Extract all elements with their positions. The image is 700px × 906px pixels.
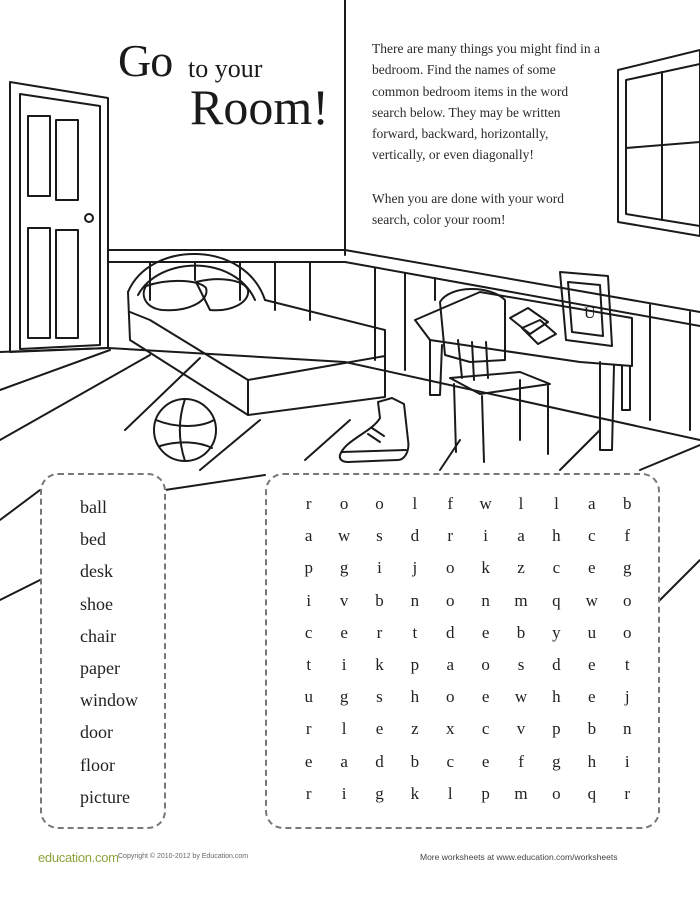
footer-more-worksheets: More worksheets at www.education.com/worksheets [420, 852, 618, 862]
title-go: Go [118, 35, 173, 86]
grid-cell[interactable]: v [516, 719, 526, 739]
grid-cell[interactable]: o [446, 590, 455, 610]
grid-row [291, 713, 645, 745]
grid-cell[interactable]: q [552, 590, 561, 610]
grid-cell[interactable]: d [446, 622, 455, 642]
grid-cell[interactable]: o [552, 783, 561, 803]
grid-cell[interactable]: l [518, 494, 524, 513]
grid-cell[interactable]: g [552, 751, 561, 771]
grid-cell[interactable]: c [304, 622, 313, 642]
grid-row [291, 649, 645, 681]
grid-row [291, 552, 645, 584]
grid-cell[interactable]: n [410, 590, 420, 610]
grid-cell[interactable]: r [305, 494, 312, 513]
basketball [154, 399, 216, 461]
grid-cell[interactable]: a [446, 654, 455, 674]
grid-cell[interactable]: s [376, 687, 383, 707]
grid-cell[interactable]: z [517, 558, 525, 578]
grid-cell[interactable]: m [514, 590, 528, 610]
grid-cell[interactable]: g [339, 687, 349, 707]
grid-cell[interactable]: e [375, 719, 384, 739]
grid-cell[interactable]: r [305, 783, 312, 803]
grid-cell[interactable]: e [588, 654, 596, 674]
grid-cell[interactable]: o [339, 494, 349, 513]
grid-cell[interactable]: y [552, 622, 561, 642]
desk-papers [510, 308, 556, 344]
grid-cell[interactable]: i [624, 751, 630, 771]
grid-cell[interactable]: p [552, 719, 561, 739]
grid-cell[interactable]: l [554, 494, 559, 513]
grid-cell[interactable]: g [622, 558, 632, 578]
door [10, 82, 108, 352]
grid-cell[interactable]: o [481, 654, 490, 674]
grid-cell[interactable]: m [514, 783, 528, 803]
grid-cell[interactable]: c [481, 719, 490, 739]
word-door: door [80, 722, 113, 743]
word-list [80, 491, 138, 813]
grid-cell[interactable]: u [587, 622, 597, 642]
grid-cell[interactable]: r [305, 719, 312, 739]
grid-cell[interactable]: h [552, 526, 561, 546]
grid-cell[interactable]: p [410, 654, 420, 674]
grid-cell[interactable]: s [517, 654, 525, 674]
grid-cell[interactable]: f [447, 494, 454, 513]
word-bed: bed [80, 529, 106, 550]
grid-cell[interactable]: e [304, 751, 313, 771]
grid-cell[interactable]: h [552, 687, 561, 707]
grid-cell[interactable]: e [588, 687, 596, 707]
grid-cell[interactable]: g [339, 558, 349, 578]
grid-cell[interactable]: o [622, 622, 632, 642]
grid-cell[interactable]: i [341, 654, 347, 674]
grid-cell[interactable]: p [304, 558, 313, 578]
grid-cell[interactable]: h [587, 751, 597, 771]
grid-cell[interactable]: v [339, 590, 349, 610]
grid-cell[interactable]: l [447, 783, 453, 803]
grid-cell[interactable]: w [514, 687, 528, 707]
grid-cell[interactable]: e [481, 751, 490, 771]
grid-cell[interactable]: l [412, 494, 418, 513]
grid-cell[interactable]: b [410, 751, 420, 771]
grid-cell[interactable]: r [376, 622, 383, 642]
window [618, 50, 700, 236]
grid-cell[interactable]: x [446, 719, 455, 739]
grid-cell[interactable]: b [375, 590, 384, 610]
word-search-box [265, 473, 660, 829]
grid-cell[interactable]: b [587, 719, 597, 739]
grid-cell[interactable]: k [410, 783, 420, 803]
grid-cell[interactable]: d [375, 751, 384, 771]
grid-cell[interactable]: q [587, 783, 597, 803]
footer-copyright: Copyright © 2010-2012 by Education.com [118, 853, 249, 860]
grid-cell[interactable]: h [410, 687, 420, 707]
desk [415, 292, 632, 450]
grid-cell[interactable]: w [585, 590, 598, 610]
grid-cell[interactable]: d [410, 526, 420, 546]
grid-row [291, 520, 645, 552]
grid-cell[interactable]: j [412, 558, 418, 578]
grid-cell[interactable]: w [337, 526, 351, 546]
instructions-paragraph-2: When you are done with your word search, color your room! [372, 190, 564, 228]
word-picture: picture [80, 786, 130, 807]
grid-cell[interactable]: g [375, 783, 384, 803]
grid-cell[interactable]: n [622, 719, 632, 739]
grid-cell[interactable]: k [481, 558, 490, 578]
grid-cell[interactable]: a [588, 494, 596, 513]
education-logo: education.com [38, 850, 119, 865]
grid-cell[interactable]: c [446, 751, 455, 771]
word-ball: ball [80, 497, 107, 517]
grid-cell[interactable]: a [517, 526, 525, 546]
grid-cell[interactable]: l [341, 719, 347, 739]
grid-cell[interactable]: k [375, 654, 384, 674]
grid-cell[interactable]: r [624, 783, 631, 803]
grid-cell[interactable]: t [624, 654, 630, 674]
grid-cell[interactable]: w [479, 494, 492, 513]
grid-cell[interactable]: d [552, 654, 561, 674]
word-window: window [80, 690, 138, 711]
grid-cell[interactable]: j [624, 687, 630, 707]
grid-cell[interactable]: t [412, 622, 418, 642]
grid-cell[interactable]: e [481, 687, 490, 707]
instructions [372, 38, 602, 230]
grid-cell[interactable]: e [481, 622, 490, 642]
title-to-your: to your [188, 54, 263, 83]
grid-cell[interactable]: f [518, 751, 524, 771]
grid-cell[interactable]: z [411, 719, 419, 739]
title-room: Room! [190, 79, 329, 135]
grid-cell[interactable]: i [483, 526, 489, 546]
grid-cell[interactable]: o [446, 558, 455, 578]
chair [440, 289, 550, 462]
grid-row [291, 585, 645, 617]
grid-row [291, 778, 645, 810]
grid-cell[interactable]: i [306, 590, 312, 610]
grid-cell[interactable]: c [552, 558, 561, 578]
grid-cell[interactable]: o [375, 494, 384, 513]
grid-row [291, 617, 645, 649]
word-paper: paper [80, 657, 120, 678]
word-list-box [40, 473, 166, 829]
word-search-grid [291, 488, 645, 810]
grid-row [291, 746, 645, 778]
word-desk: desk [80, 561, 113, 582]
grid-row [291, 488, 645, 520]
grid-cell[interactable]: n [481, 590, 490, 610]
grid-cell[interactable]: i [341, 783, 347, 803]
word-chair: chair [80, 625, 116, 646]
grid-cell[interactable]: f [624, 526, 631, 546]
grid-cell[interactable]: s [376, 526, 383, 546]
grid-cell[interactable]: e [340, 622, 348, 642]
grid-cell[interactable]: p [481, 783, 490, 803]
grid-cell[interactable]: b [622, 494, 632, 513]
word-shoe: shoe [80, 593, 113, 614]
word-floor: floor [80, 754, 115, 775]
grid-cell[interactable]: c [588, 526, 596, 546]
grid-cell[interactable]: o [622, 590, 632, 610]
sneaker [340, 398, 409, 462]
grid-cell[interactable]: r [447, 526, 454, 546]
instructions-paragraph-1: There are many things you might find in a bedroom. Find the names of some common bedroom items in the word search below. They may be written forward, backward, horizontally, vertically, or even diagonally! [372, 41, 600, 163]
grid-cell[interactable]: o [446, 687, 455, 707]
grid-cell[interactable]: u [304, 687, 313, 707]
grid-cell[interactable]: a [304, 526, 313, 546]
grid-cell[interactable]: t [306, 654, 312, 674]
picture-frame-letter: U [584, 305, 596, 322]
grid-cell[interactable]: i [377, 558, 382, 578]
grid-cell[interactable]: e [588, 558, 596, 578]
grid-cell[interactable]: a [340, 751, 348, 771]
grid-row [291, 681, 645, 713]
grid-cell[interactable]: b [516, 622, 526, 642]
